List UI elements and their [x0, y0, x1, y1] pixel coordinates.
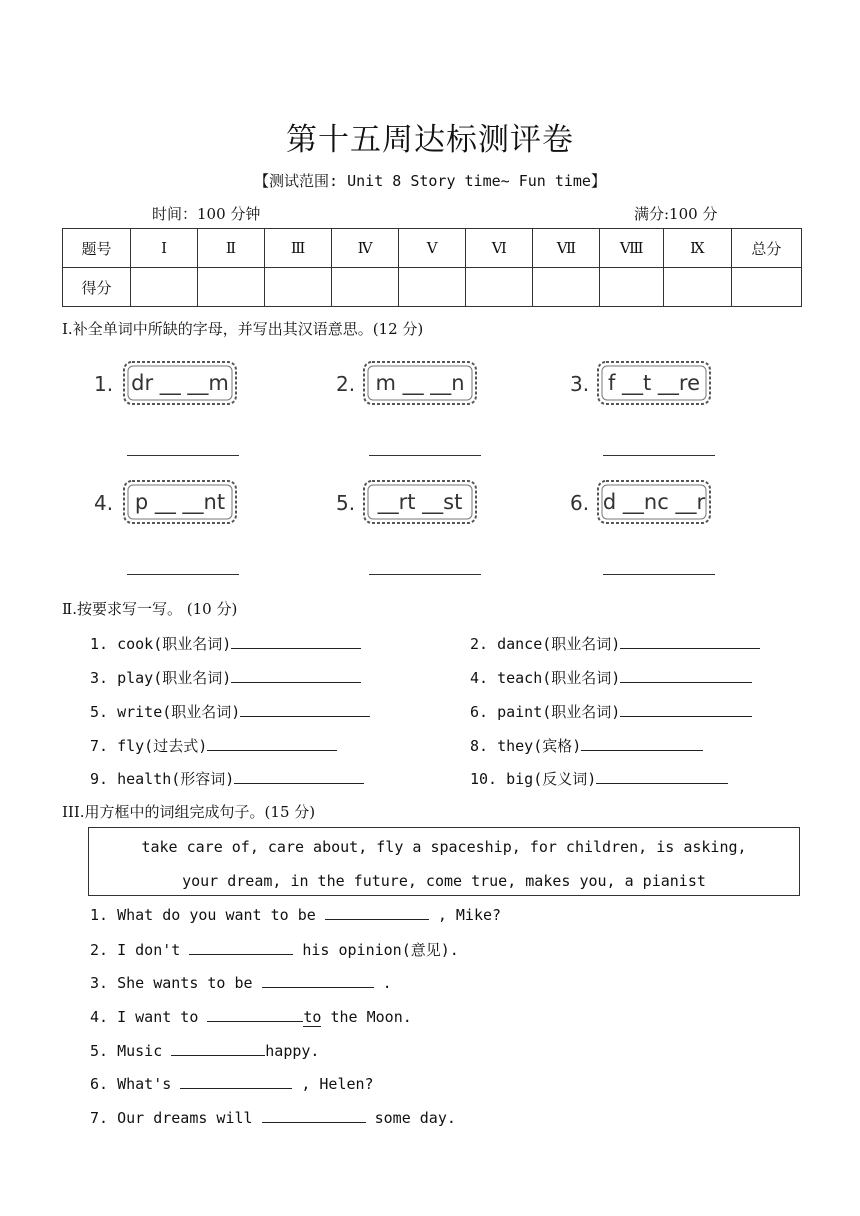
score-cell[interactable]: [131, 268, 198, 307]
word-puzzle-box: [122, 479, 238, 525]
section-3-heading: III.用方框中的词组完成句子。(15 分): [62, 803, 316, 821]
sentence-start: 3. She wants to be: [90, 974, 262, 992]
word-puzzle-box: [362, 479, 478, 525]
section-1-heading: Ⅰ.补全单词中所缺的字母，并写出其汉语意思。(12 分): [62, 320, 424, 338]
list-item: [90, 768, 364, 789]
sentence-end: , Helen?: [292, 1075, 374, 1093]
score-cell[interactable]: [663, 268, 731, 307]
sentence-start: 4. I want to: [90, 1008, 208, 1026]
item-prompt: 3. play(职业名词): [90, 669, 232, 687]
score-header-cell: Ⅲ: [265, 229, 332, 268]
sentence-end: his opinion(意见).: [293, 941, 459, 959]
score-cell[interactable]: [600, 268, 663, 307]
word-puzzle-box: [122, 360, 238, 406]
phrase-box-line: your dream, in the future, come true, makes you, a pianist: [182, 872, 706, 890]
sentence-item: [90, 973, 392, 992]
score-header-cell: Ⅵ: [466, 229, 533, 268]
answer-blank[interactable]: [207, 1007, 303, 1022]
word-puzzle-box: [362, 360, 478, 406]
item-prompt: 6. paint(职业名词): [470, 703, 621, 721]
score-cell[interactable]: [466, 268, 533, 307]
score-cell[interactable]: [731, 268, 801, 307]
score-header-cell: Ⅰ: [131, 229, 198, 268]
score-header-cell: Ⅸ: [663, 229, 731, 268]
answer-line[interactable]: [127, 454, 239, 456]
word-number: 4.: [94, 491, 114, 515]
sentence-end: the Moon.: [321, 1008, 412, 1026]
list-item: [90, 701, 370, 722]
sentence-item: [90, 1041, 319, 1060]
sentence-item: [90, 905, 501, 924]
word-with-blanks: dr __ __m: [131, 371, 229, 395]
sentence-end: some day.: [365, 1109, 456, 1127]
sentence-item: [90, 1007, 412, 1026]
answer-blank[interactable]: [240, 702, 370, 717]
answer-blank[interactable]: [171, 1041, 265, 1056]
sentence-start: 7. Our dreams will: [90, 1109, 262, 1127]
score-header-cell: 总分: [731, 229, 801, 268]
score-header-cell: Ⅳ: [332, 229, 399, 268]
sentence-end: happy.: [265, 1042, 320, 1060]
list-item: [470, 633, 760, 654]
score-table-header-row: [63, 229, 802, 268]
answer-blank[interactable]: [262, 1108, 366, 1123]
word-with-blanks: d __nc __r: [602, 490, 706, 514]
score-header-cell: 题号: [63, 229, 131, 268]
sentence-item: [90, 939, 459, 960]
word-puzzle-box: [596, 479, 712, 525]
score-header-cell: Ⅱ: [198, 229, 265, 268]
score-cell[interactable]: [533, 268, 600, 307]
item-prompt: 2. dance(职业名词): [470, 635, 621, 653]
sentence-item: [90, 1074, 374, 1093]
word-number: 5.: [336, 491, 356, 515]
sentence-item: [90, 1108, 456, 1127]
item-prompt: 1. cook(职业名词): [90, 635, 232, 653]
word-number: 6.: [570, 491, 590, 515]
answer-blank[interactable]: [596, 769, 728, 784]
word-with-blanks: p __ __nt: [134, 490, 226, 514]
test-scope: 【测试范围: Unit 8 Story time~ Fun time】: [254, 172, 606, 190]
item-prompt: 9. health(形容词): [90, 770, 235, 788]
word-with-blanks: __rt __st: [377, 490, 463, 514]
list-item: [470, 667, 752, 688]
word-number: 3.: [570, 372, 590, 396]
score-header-cell: Ⅴ: [399, 229, 466, 268]
word-number: 1.: [94, 372, 114, 396]
answer-line[interactable]: [369, 573, 481, 575]
phrase-box: [88, 827, 800, 896]
list-item: [90, 667, 361, 688]
word-puzzle-box: [596, 360, 712, 406]
score-header-cell: Ⅷ: [600, 229, 663, 268]
list-item: [90, 633, 361, 654]
answer-blank[interactable]: [620, 634, 760, 649]
answer-blank[interactable]: [180, 1074, 292, 1089]
time-limit: 时间：100 分钟: [152, 205, 261, 223]
score-cell[interactable]: [399, 268, 466, 307]
underlined-word: to: [303, 1008, 322, 1026]
phrase-box-line: take care of, care about, fly a spaceship, for children, is asking,: [141, 838, 747, 856]
answer-blank[interactable]: [231, 634, 361, 649]
score-cell[interactable]: [332, 268, 399, 307]
answer-blank[interactable]: [262, 973, 374, 988]
score-table: [62, 228, 802, 307]
answer-blank[interactable]: [581, 736, 703, 751]
answer-line[interactable]: [603, 573, 715, 575]
item-prompt: 8. they(宾格): [470, 737, 582, 755]
page-title: 第十五周达标测评卷: [286, 122, 574, 158]
item-prompt: 5. write(职业名词): [90, 703, 241, 721]
item-prompt: 7. fly(过去式): [90, 737, 208, 755]
sentence-end: .: [373, 974, 392, 992]
item-prompt: 4. teach(职业名词): [470, 669, 621, 687]
sentence-end: , Mike?: [428, 906, 502, 924]
answer-line[interactable]: [369, 454, 481, 456]
score-table-score-row: [63, 268, 802, 307]
item-prompt: 10. big(反义词): [470, 770, 597, 788]
word-with-blanks: m __ __n: [375, 371, 465, 395]
full-score: 满分:100 分: [634, 205, 718, 223]
list-item: [470, 735, 703, 756]
answer-blank[interactable]: [620, 668, 752, 683]
score-row-label: 得分: [63, 268, 131, 307]
answer-blank[interactable]: [231, 668, 361, 683]
list-item: [470, 701, 752, 722]
score-cell[interactable]: [265, 268, 332, 307]
section-2-heading: Ⅱ.按要求写一写。 (10 分): [62, 600, 238, 618]
answer-blank[interactable]: [234, 769, 364, 784]
list-item: [470, 768, 728, 789]
answer-blank[interactable]: [620, 702, 752, 717]
sentence-start: 5. Music: [90, 1042, 172, 1060]
answer-blank[interactable]: [189, 940, 293, 955]
answer-blank[interactable]: [325, 905, 429, 920]
answer-blank[interactable]: [207, 736, 337, 751]
answer-line[interactable]: [603, 454, 715, 456]
sentence-start: 2. I don't: [90, 941, 190, 959]
score-cell[interactable]: [198, 268, 265, 307]
list-item: [90, 735, 337, 756]
word-with-blanks: f __t __re: [607, 371, 701, 395]
score-header-cell: Ⅶ: [533, 229, 600, 268]
sentence-start: 1. What do you want to be: [90, 906, 325, 924]
word-number: 2.: [336, 372, 356, 396]
answer-line[interactable]: [127, 573, 239, 575]
sentence-start: 6. What's: [90, 1075, 181, 1093]
